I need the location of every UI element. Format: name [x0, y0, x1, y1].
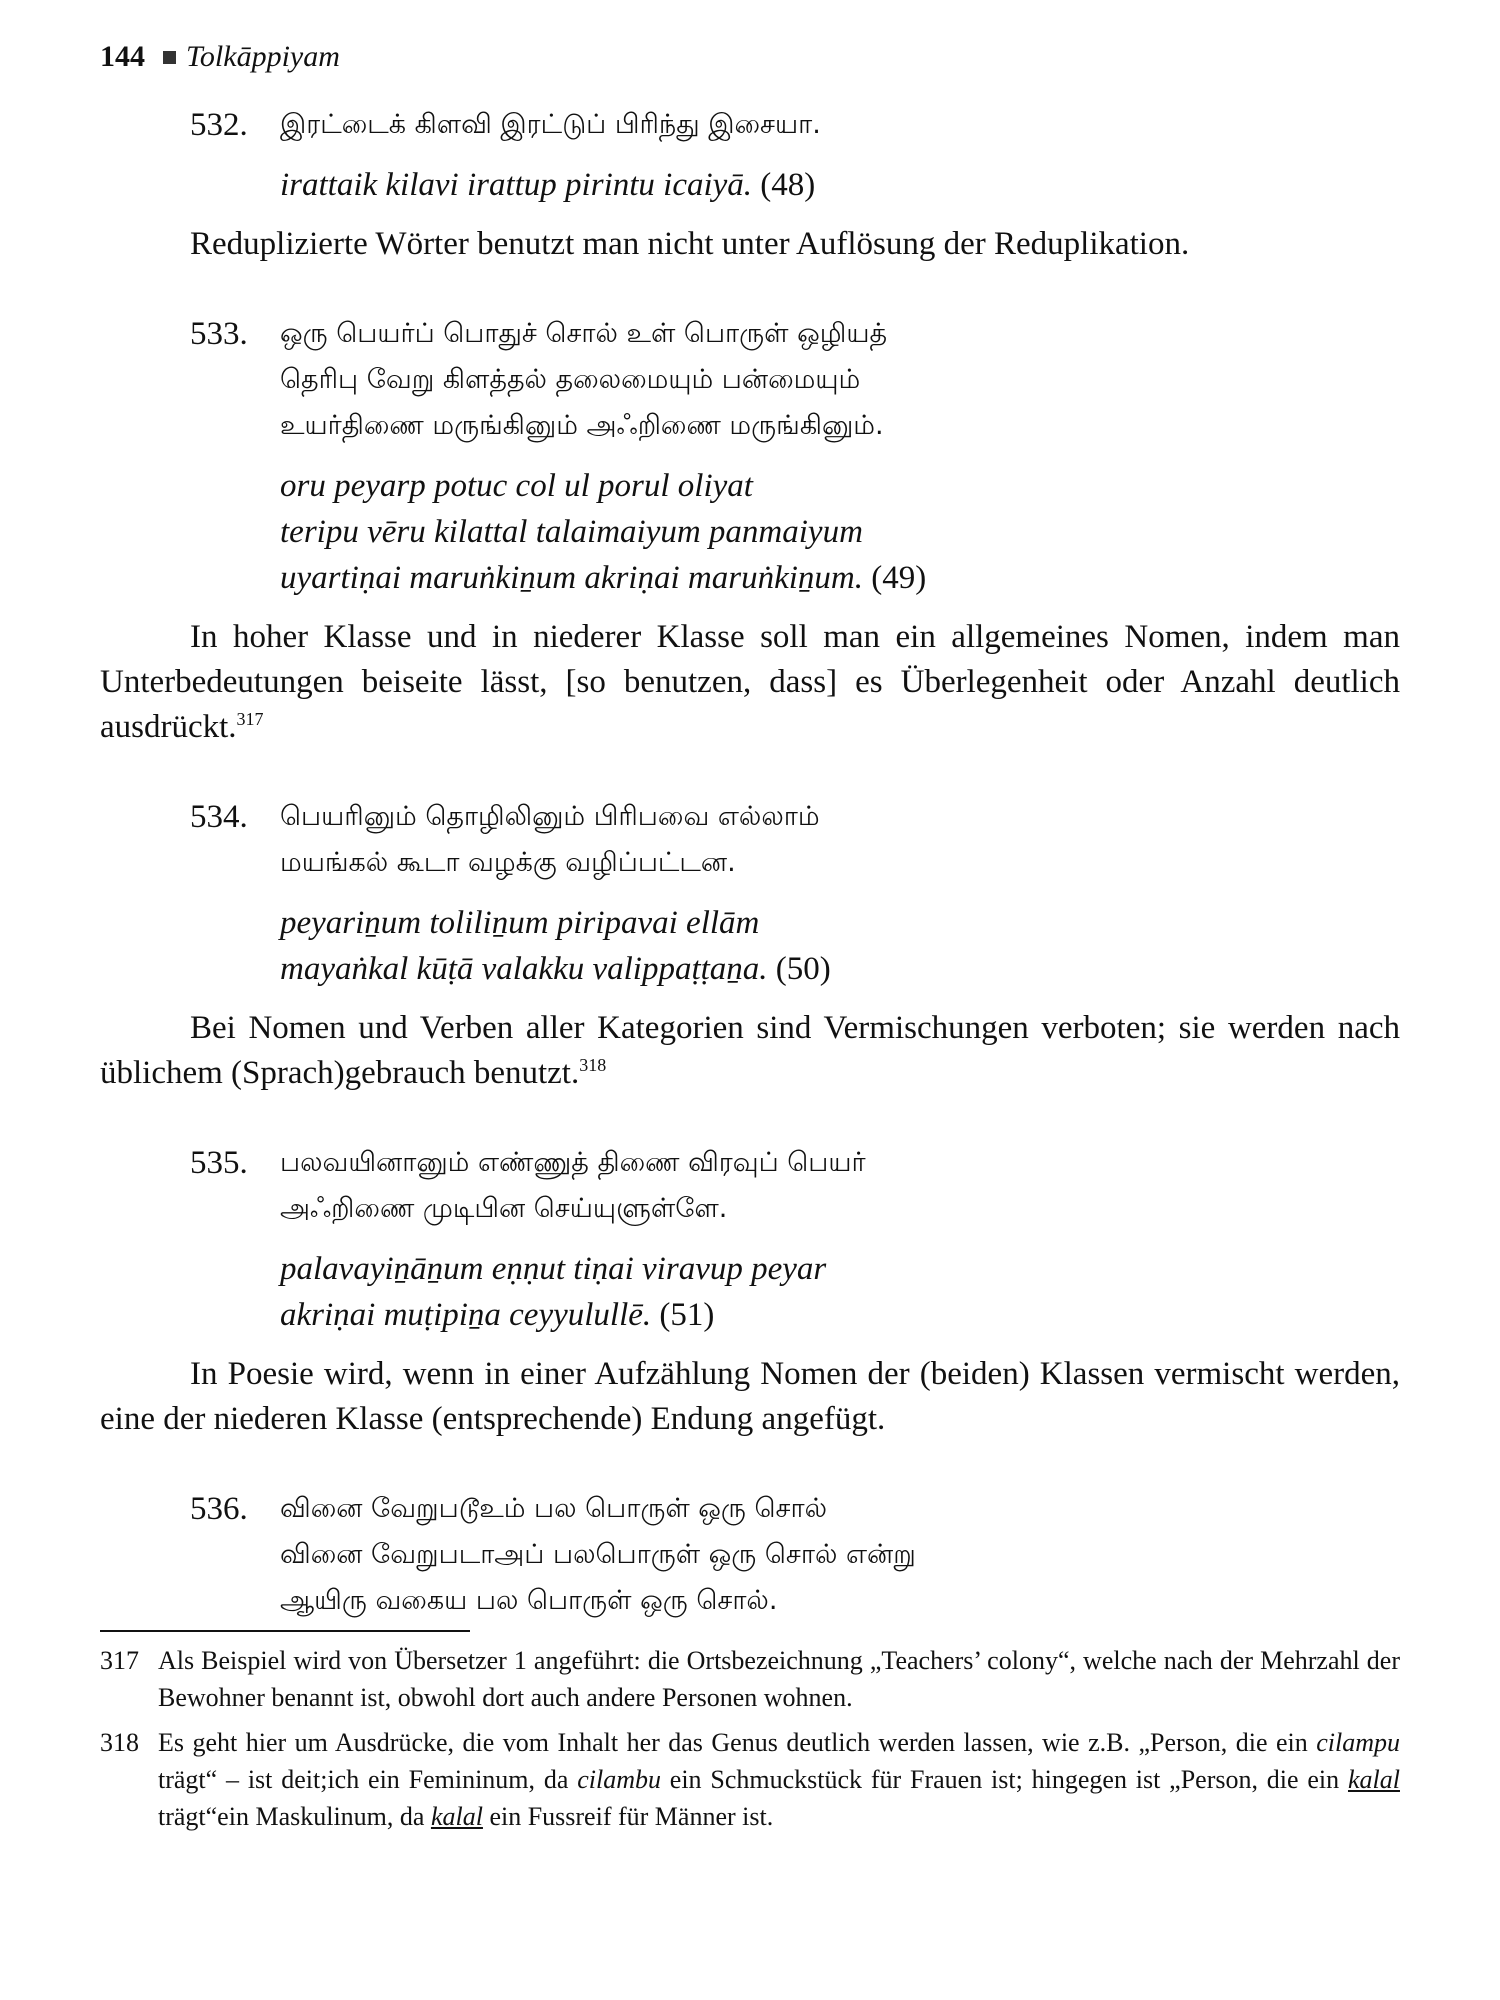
- translation: In Poesie wird, wenn in einer Aufzählung Nomen der (beiden) Klassen vermischt werden, eine der niederen Klasse (entsprechende) Endung angefügt.: [100, 1356, 1400, 1437]
- transliteration-line: uyartiṇai maruṅkiṉum akriṇai maruṅkiṉum.: [280, 560, 863, 596]
- tamil-line: பலவயினானும் எண்ணுத் திணை விரவுப் பெயர்: [280, 1147, 866, 1178]
- square-bullet-icon: [163, 51, 176, 64]
- verse-ref: (49): [871, 560, 927, 596]
- tamil-line: ஒரு பெயர்ப் பொதுச் சொல் உள் பொருள் ஒழியத்: [280, 318, 888, 349]
- book-page: [100, 40, 1400, 1843]
- tamil-line: இரட்டைக் கிளவி இரட்டுப் பிரிந்து இசையா.: [280, 109, 821, 140]
- footnote-divider: [100, 1630, 470, 1632]
- tamil-line: மயங்கல் கூடா வழக்கு வழிப்பட்டன.: [280, 847, 736, 878]
- verse-534: [100, 794, 1400, 1096]
- verse-535: [100, 1140, 1400, 1442]
- verse-number: 534.: [190, 799, 248, 835]
- page-number: 144: [100, 40, 145, 73]
- tamil-line: பெயரினும் தொழிலினும் பிரிபவை எல்லாம்: [280, 801, 820, 832]
- transliteration-line: akriṇai muṭipiṉa ceyyulullē.: [280, 1297, 652, 1333]
- footnote-number: 317: [100, 1646, 139, 1675]
- tamil-line: அஃறிணை முடிபின செய்யுளுள்ளே.: [280, 1193, 728, 1224]
- running-header: [100, 40, 1400, 74]
- verse-532: [100, 102, 1400, 267]
- verse-536: [100, 1486, 1400, 1624]
- transliteration-line: peyariṉum toliliṉum piripavai ellām: [280, 905, 760, 941]
- verse-ref: (50): [775, 951, 831, 987]
- transliteration-line: teripu vēru kilattal talaimaiyum panmaiyum: [280, 514, 863, 550]
- transliteration-line: palavayiṉāṉum eṇṇut tiṇai viravup peyar: [280, 1251, 827, 1287]
- footnote-318: [100, 1724, 1400, 1835]
- footnote-number: 318: [100, 1728, 139, 1757]
- footnote-text: Es geht hier um Ausdrücke, die vom Inhalt her das Genus deutlich werden lassen, wie z.B. „Person, die ein cilampu trägt“ – ist deit;ich ein Femininum, da cilambu ein Schmuckstück für Frauen ist; hingegen ist „Person, die ein kalal trägt“ein Maskulinum, da kalal ein Fussreif für Männer ist.: [158, 1728, 1400, 1831]
- transliteration-line: mayaṅkal kūṭā valakku valippaṭṭaṉa.: [280, 951, 768, 987]
- footnote-ref: 317: [236, 709, 264, 729]
- verse-number: 536.: [190, 1491, 248, 1527]
- tamil-line: உயர்திணை மருங்கினும் அஃறிணை மருங்கினும்.: [280, 410, 884, 441]
- verse-ref: (48): [760, 167, 816, 203]
- translation: In hoher Klasse und in niederer Klasse soll man ein allgemeines Nomen, indem man Unterbedeutungen beiseite lässt, [so benutzen, dass] es Überlegenheit oder Anzahl deutlich ausdrückt.$^{317}$: [100, 619, 1400, 745]
- verse-number: 532.: [190, 107, 248, 143]
- tamil-line: வினை வேறுபடாஅப் பலபொருள் ஒரு சொல் என்று: [280, 1539, 916, 1570]
- footnote-ref: 318: [579, 1055, 607, 1075]
- tamil-line: தெரிபு வேறு கிளத்தல் தலைமையும் பன்மையும்: [280, 364, 861, 395]
- transliteration-line: irattaik kilavi irattup pirintu icaiyā.: [280, 167, 753, 203]
- verse-number: 535.: [190, 1145, 248, 1181]
- translation: Bei Nomen und Verben aller Kategorien sind Vermischungen verboten; sie werden nach üblichem (Sprach)gebrauch benutzt.$^{318}$: [100, 1010, 1400, 1091]
- verse-ref: (51): [659, 1297, 715, 1333]
- tamil-line: வினை வேறுபடூஉம் பல பொருள் ஒரு சொல்: [280, 1493, 828, 1524]
- transliteration-line: oru peyarp potuc col ul porul oliyat: [280, 468, 753, 504]
- footnote-317: [100, 1642, 1400, 1716]
- translation: Reduplizierte Wörter benutzt man nicht unter Auflösung der Reduplikation.: [190, 226, 1190, 262]
- running-title: Tolkāppiyam: [186, 40, 340, 73]
- footnote-text: Als Beispiel wird von Übersetzer 1 angeführt: die Ortsbezeichnung „Teachers’ colony“, welche nach der Mehrzahl der Bewohner benannt ist, obwohl dort auch andere Personen wohnen.: [158, 1646, 1400, 1712]
- tamil-line: ஆயிரு வகைய பல பொருள் ஒரு சொல்.: [280, 1585, 778, 1616]
- verse-533: [100, 311, 1400, 750]
- verse-number: 533.: [190, 316, 248, 352]
